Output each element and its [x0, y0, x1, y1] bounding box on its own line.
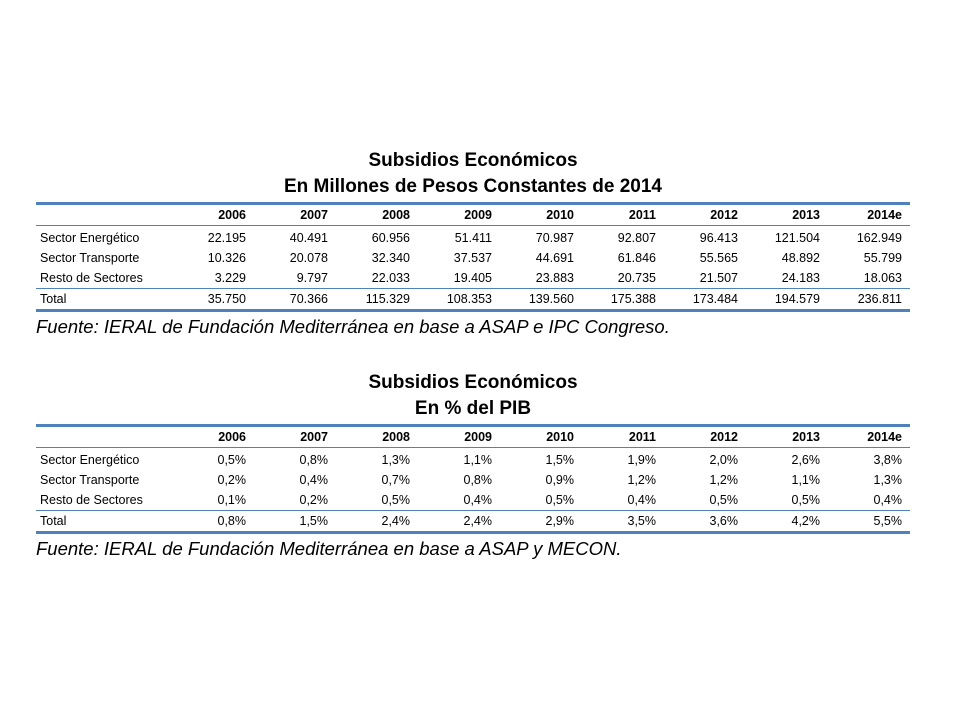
table1-header-row — [36, 204, 910, 226]
value-cell: 194.579 — [746, 289, 828, 311]
value-cell: 92.807 — [617, 231, 656, 245]
header-cell-year: 2010 — [500, 426, 582, 448]
row-label: Sector Energético — [40, 453, 140, 467]
total-row — [36, 511, 910, 533]
header-cell-label — [36, 204, 172, 226]
table1-source: Fuente: IERAL de Fundación Mediterránea en base a ASAP e IPC Congreso. — [36, 316, 670, 337]
header-cell-year: 2007 — [254, 204, 336, 226]
total-row — [36, 289, 910, 311]
value-cell: 121.504 — [774, 231, 820, 245]
value-cell: 0,2% — [299, 493, 328, 507]
value-cell: 0,4% — [627, 493, 656, 507]
header-cell-year: 2010 — [500, 204, 582, 226]
value-cell: 2,4% — [418, 511, 500, 533]
value-cell: 1,1% — [463, 453, 492, 467]
value-cell: 0,5% — [217, 453, 246, 467]
header-cell-year: 2014e — [828, 204, 910, 226]
value-cell: 2,0% — [709, 453, 738, 467]
header-cell-year: 2007 — [254, 426, 336, 448]
header-cell-year: 2008 — [336, 426, 418, 448]
value-cell: 108.353 — [418, 289, 500, 311]
value-cell: 40.491 — [289, 231, 328, 245]
value-cell: 175.388 — [582, 289, 664, 311]
value-cell: 1,1% — [791, 473, 820, 487]
row-label: Sector Energético — [40, 231, 140, 245]
header-cell-year: 2012 — [664, 426, 746, 448]
table1-title-line2: En Millones de Pesos Constantes de 2014 — [283, 176, 662, 197]
value-cell: 70.366 — [254, 289, 336, 311]
header-cell-label — [36, 426, 172, 448]
header-cell-year: 2006 — [172, 426, 254, 448]
table2-header-row — [36, 426, 910, 448]
table2-title — [36, 370, 910, 422]
value-cell: 2,6% — [791, 453, 820, 467]
value-cell: 1,5% — [254, 511, 336, 533]
value-cell: 0,5% — [545, 493, 574, 507]
value-cell: 21.507 — [699, 271, 738, 285]
table2-title-line2: En % del PIB — [414, 398, 532, 419]
value-cell: 18.063 — [863, 271, 902, 285]
value-cell: 0,4% — [873, 493, 902, 507]
value-cell: 1,2% — [627, 473, 656, 487]
value-cell: 48.892 — [781, 251, 820, 265]
value-cell: 51.411 — [454, 231, 492, 245]
table1 — [36, 202, 910, 312]
header-cell-year: 2013 — [746, 204, 828, 226]
value-cell: 70.987 — [535, 231, 574, 245]
value-cell: 1,3% — [381, 453, 410, 467]
value-cell: 0,8% — [172, 511, 254, 533]
header-cell-year: 2009 — [418, 204, 500, 226]
value-cell: 3,8% — [873, 453, 902, 467]
row-label: Sector Transporte — [40, 473, 140, 487]
table1-title-line1: Subsidios Económicos — [368, 150, 578, 171]
value-cell: 10.326 — [207, 251, 246, 265]
value-cell: 44.691 — [535, 251, 574, 265]
value-cell: 19.405 — [453, 271, 492, 285]
value-cell: 20.735 — [617, 271, 656, 285]
value-cell: 2,9% — [500, 511, 582, 533]
value-cell: 0,2% — [217, 473, 246, 487]
row-label: Sector Transporte — [40, 251, 140, 265]
row-label: Total — [36, 289, 172, 311]
table2-title-line1: Subsidios Económicos — [368, 372, 578, 393]
value-cell: 24.183 — [781, 271, 820, 285]
value-cell: 3.229 — [214, 271, 246, 285]
value-cell: 0,5% — [791, 493, 820, 507]
table-row — [36, 470, 910, 490]
value-cell: 2,4% — [336, 511, 418, 533]
value-cell: 162.949 — [856, 231, 902, 245]
value-cell: 1,5% — [545, 453, 574, 467]
value-cell: 22.195 — [207, 231, 246, 245]
header-cell-year: 2014e — [828, 426, 910, 448]
header-cell-year: 2011 — [582, 426, 664, 448]
table1-title — [36, 148, 910, 200]
header-cell-year: 2008 — [336, 204, 418, 226]
value-cell: 20.078 — [289, 251, 328, 265]
value-cell: 55.565 — [699, 251, 738, 265]
value-cell: 55.799 — [863, 251, 902, 265]
header-cell-year: 2012 — [664, 204, 746, 226]
value-cell: 23.883 — [535, 271, 574, 285]
value-cell: 0,5% — [709, 493, 738, 507]
table-row — [36, 448, 910, 471]
value-cell: 60.956 — [371, 231, 410, 245]
row-label: Resto de Sectores — [40, 493, 143, 507]
value-cell: 96.413 — [699, 231, 738, 245]
header-cell-year: 2011 — [582, 204, 664, 226]
value-cell: 0,8% — [463, 473, 492, 487]
value-cell: 0,8% — [299, 453, 328, 467]
value-cell: 1,2% — [709, 473, 738, 487]
header-cell-year: 2006 — [172, 204, 254, 226]
value-cell: 32.340 — [371, 251, 410, 265]
value-cell: 1,3% — [873, 473, 902, 487]
table-row — [36, 248, 910, 268]
table2-source: Fuente: IERAL de Fundación Mediterránea en base a ASAP y MECON. — [36, 538, 622, 559]
value-cell: 5,5% — [828, 511, 910, 533]
value-cell: 0,1% — [217, 493, 246, 507]
value-cell: 35.750 — [172, 289, 254, 311]
value-cell: 61.846 — [617, 251, 656, 265]
value-cell: 37.537 — [453, 251, 492, 265]
row-label: Resto de Sectores — [40, 271, 143, 285]
value-cell: 3,5% — [582, 511, 664, 533]
value-cell: 22.033 — [371, 271, 410, 285]
value-cell: 0,4% — [463, 493, 492, 507]
value-cell: 0,7% — [381, 473, 410, 487]
subsidies-gdp-block — [36, 370, 910, 560]
value-cell: 0,9% — [545, 473, 574, 487]
subsidies-pesos-block — [36, 148, 910, 338]
value-cell: 1,9% — [627, 453, 656, 467]
table-row — [36, 490, 910, 511]
table2 — [36, 424, 910, 534]
value-cell: 9.797 — [296, 271, 328, 285]
header-cell-year: 2013 — [746, 426, 828, 448]
row-label: Total — [36, 511, 172, 533]
value-cell: 173.484 — [664, 289, 746, 311]
value-cell: 4,2% — [746, 511, 828, 533]
table-row — [36, 226, 910, 249]
value-cell: 0,5% — [381, 493, 410, 507]
table-row — [36, 268, 910, 289]
header-cell-year: 2009 — [418, 426, 500, 448]
value-cell: 0,4% — [299, 473, 328, 487]
value-cell: 139.560 — [500, 289, 582, 311]
value-cell: 115.329 — [336, 289, 418, 311]
value-cell: 236.811 — [828, 289, 910, 311]
value-cell: 3,6% — [664, 511, 746, 533]
